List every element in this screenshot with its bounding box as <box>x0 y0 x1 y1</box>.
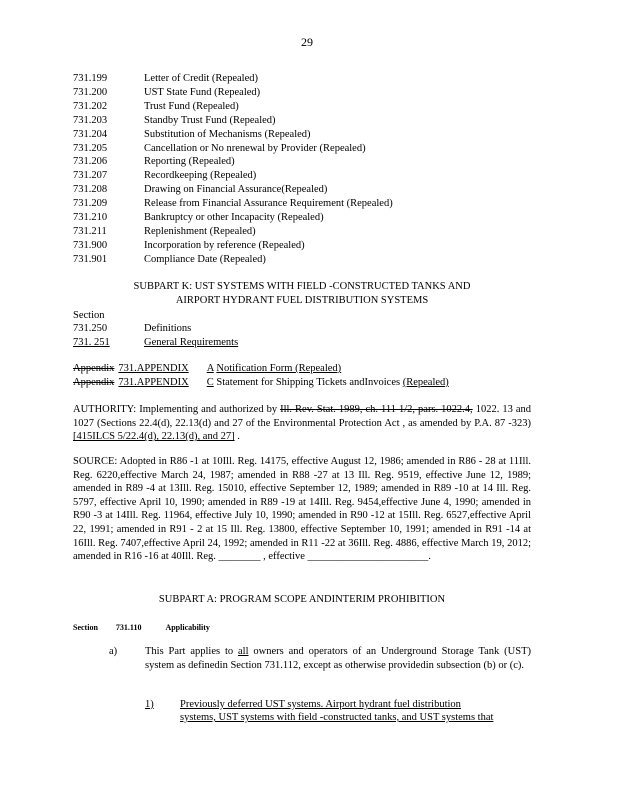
appendix-title: Notification Form <box>216 363 296 374</box>
source-end: . <box>428 551 431 563</box>
appendix-repealed: (Repealed) <box>402 377 449 388</box>
toc-section-number: 731.900 <box>73 239 108 251</box>
item-1-line1: Previously deferred UST systems. Airport hydrant fuel distribution <box>180 699 461 710</box>
toc-section-number: 731.208 <box>73 184 108 196</box>
appendix-repealed: (Repealed) <box>295 363 342 374</box>
toc-section-title: Reporting (Repealed) <box>144 156 235 168</box>
item-a-underlined-all: all <box>238 646 249 657</box>
section-label: Section <box>73 310 105 321</box>
toc-section-title: Incorporation by reference (Repealed) <box>144 239 305 251</box>
appendix-row <box>73 376 449 389</box>
authority-end: . <box>234 431 240 443</box>
page-number: 29 <box>301 35 313 49</box>
section-heading-title: Applicability <box>165 623 210 632</box>
item-1-marker: 1) <box>145 699 154 710</box>
toc-section-title: Letter of Credit (Repealed) <box>144 73 258 84</box>
subpart-a-heading: SUBPART A: PROGRAM SCOPE ANDINTERIM PROHIBITION <box>158 594 446 605</box>
authority-label: AUTHORITY: <box>73 404 137 415</box>
toc-section-title: Trust Fund (Repealed) <box>144 100 239 112</box>
toc-section-title: Compliance Date (Repealed) <box>144 253 266 265</box>
struck-appendix-label: Appendix <box>73 363 115 374</box>
source-text: Adopted in R86 -1 at 10Ill. Reg. 14175, effective August 12, 1986; amended in R86 - 28 at 11Ill. Reg. 6220,effective March 24, 1987; amended in R88 -27 at 13 Ill. Reg. 9519, effective June 12, 1989; amended in R89 -4 at 13Ill. Reg. 15010, effective September 12, 1989; amended in R89 -10 at 14 Ill. Reg. 5797, effective April 10, 1990; amended in R89 -19 at 14Ill. Reg. 9454,effective June 4, 1990; amended in R90 -3 at 14Ill. Reg. 11964, effective July 10, 1990; amended in R90 -12 at 15Ill. Reg. 6527,effective April 22, 1991; amended in R91 - 2 at 15 Ill. Reg. 13800, effective September 10, 1991; amended in R91 -14 at 16Ill. Reg. 7407,effective April 24, 1992; amended in R11 -22 at 36Ill. Reg. 4886, effective March 19, 2012; amended in R16 -16 at 40Ill. Reg. <box>73 456 531 563</box>
toc-section-title: Release from Financial Assurance Requirement (Repealed) <box>144 198 393 210</box>
authority-ilcs-citation: [415ILCS 5/22.4(d), 22.13(d), and 27] <box>73 431 235 443</box>
toc-section-number: 731.206 <box>73 156 108 168</box>
struck-appendix-label: Appendix <box>73 377 115 388</box>
item-a-text: This Part applies to <box>145 646 239 657</box>
toc-section-number: 731.209 <box>73 198 108 210</box>
item-a-paragraph <box>145 645 531 672</box>
item-1-line2: systems, UST systems with field -constructed tanks, and UST systems that <box>180 712 494 723</box>
toc-section-title: Bankruptcy or other Incapacity (Repealed) <box>144 212 324 223</box>
section-heading-label: Section <box>73 623 98 632</box>
appendix-id: 731.APPENDIX <box>118 363 189 374</box>
section-title: General Requirements <box>144 337 239 348</box>
toc-section-title: Replenishment (Repealed) <box>144 225 256 237</box>
source-blank-reg: ________ <box>218 551 261 563</box>
toc-section-title: Substitution of Mechanisms (Repealed) <box>144 128 311 140</box>
toc-section-number: 731.210 <box>73 212 108 223</box>
toc-section-number: 731.200 <box>73 86 108 98</box>
authority-struck-citation: Ill. Rev. Stat. 1989, ch. 111 1/2, pars. 1022.4, <box>280 404 473 415</box>
toc-section-number: 731.211 <box>73 225 107 237</box>
toc-section-number: 731.205 <box>73 142 108 154</box>
toc-section-title: Drawing on Financial Assurance(Repealed) <box>144 184 328 196</box>
section-heading-number: 731.110 <box>115 623 142 632</box>
appendix-title: Statement for Shipping Tickets andInvoices <box>216 377 403 388</box>
appendix-id: 731.APPENDIX <box>118 377 189 388</box>
item-a-marker: a) <box>109 646 118 657</box>
toc-section-title: Cancellation or No nrenewal by Provider (Repealed) <box>144 142 366 154</box>
section-number: 731.250 <box>73 323 108 334</box>
item-a-text-continued: owners and operators of an Underground Storage Tank (UST) system as definedin Section 731.112, except as otherwise providedin subsection (b) or (c). <box>145 646 531 671</box>
source-paragraph <box>73 455 531 564</box>
subpart-k-heading-line2: AIRPORT HYDRANT FUEL DISTRIBUTION SYSTEMS <box>175 295 429 306</box>
toc-section-title: UST State Fund (Repealed) <box>144 86 261 98</box>
toc-section-number: 731.202 <box>73 100 108 112</box>
toc-section-number: 731.199 <box>73 73 108 84</box>
authority-text: Implementing and authorized by <box>136 404 281 415</box>
toc-section-number: 731.203 <box>73 114 108 126</box>
subpart-k-heading-line1: SUBPART K: UST SYSTEMS WITH FIELD -CONSTRUCTED TANKS AND <box>133 281 471 292</box>
toc-section-number: 731.901 <box>73 253 108 265</box>
section-heading <box>73 621 210 634</box>
toc-section-title: Standby Trust Fund (Repealed) <box>144 114 276 126</box>
toc-section-number: 731.207 <box>73 170 108 182</box>
appendix-letter: A <box>206 363 214 374</box>
authority-text-continued: 1022. 13 and 1027 (Sections 22.4(d), 22.13(d) and 27 of the Environmental Protection Act , as amended by P.A. 87 -323) <box>73 404 531 429</box>
section-title: Definitions <box>144 323 192 334</box>
toc-section-title: Recordkeeping (Repealed) <box>144 170 257 182</box>
source-label: SOURCE: <box>73 456 118 467</box>
appendix-row <box>73 362 341 375</box>
appendix-letter: C <box>206 377 214 388</box>
section-number: 731. 251 <box>73 337 110 348</box>
toc-section-number: 731.204 <box>73 128 108 140</box>
source-blank-date: _______________________ <box>307 551 429 563</box>
source-effective: , effective <box>260 551 308 563</box>
authority-paragraph <box>73 403 531 444</box>
